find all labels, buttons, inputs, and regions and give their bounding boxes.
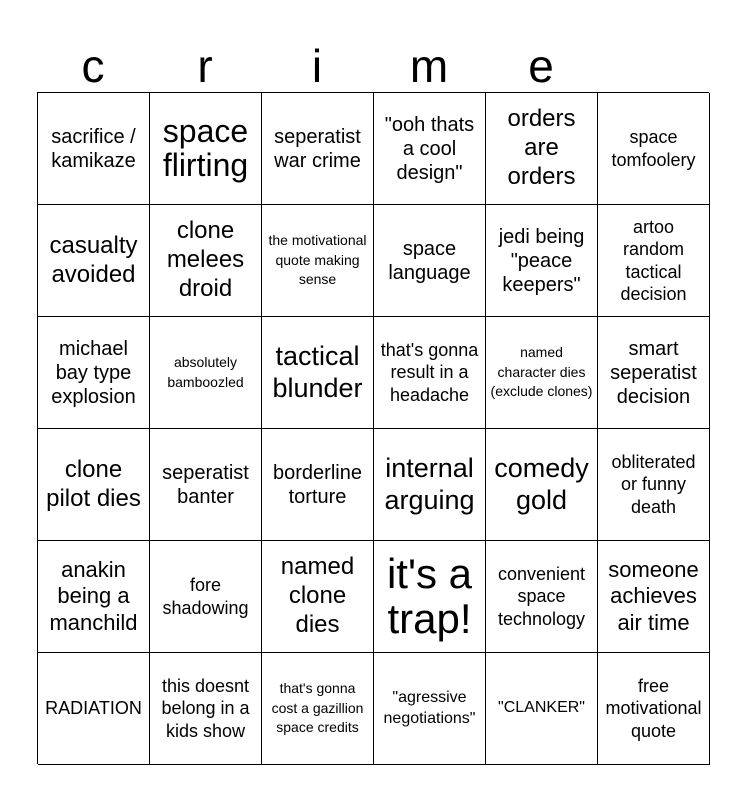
bingo-cell[interactable] bbox=[598, 429, 710, 541]
cell-text: named character dies (exclude clones) bbox=[490, 344, 593, 400]
cell-text: that's gonna cost a gazillion space credits bbox=[271, 680, 364, 736]
cell-text: comedy gold bbox=[494, 453, 589, 515]
bingo-cell[interactable] bbox=[262, 429, 374, 541]
cell-text: the motivational quote making sense bbox=[268, 232, 367, 288]
cell-text: free motivational quote bbox=[605, 675, 702, 741]
bingo-cell[interactable] bbox=[486, 429, 598, 541]
bingo-cell[interactable] bbox=[150, 317, 262, 429]
bingo-cell[interactable] bbox=[374, 205, 486, 317]
bingo-cell[interactable] bbox=[598, 541, 710, 653]
cell-text: absolutely bamboozled bbox=[167, 353, 244, 390]
bingo-title bbox=[37, 40, 597, 92]
cell-text: space language bbox=[388, 237, 471, 284]
cell-text: RADIATION bbox=[45, 698, 142, 719]
cell-text: it's a trap! bbox=[386, 550, 473, 642]
cell-text: michael bay type explosion bbox=[51, 337, 136, 408]
cell-text: convenient space technology bbox=[497, 563, 586, 629]
cell-text: named clone dies bbox=[280, 553, 355, 638]
bingo-cell[interactable] bbox=[262, 317, 374, 429]
cell-text: tactical blunder bbox=[272, 341, 363, 403]
cell-text: seperatist war crime bbox=[274, 125, 361, 172]
bingo-cell[interactable] bbox=[374, 317, 486, 429]
bingo-cell[interactable] bbox=[38, 429, 150, 541]
cell-text: fore shadowing bbox=[162, 575, 249, 618]
bingo-cell[interactable] bbox=[262, 653, 374, 765]
bingo-cell[interactable] bbox=[374, 93, 486, 205]
bingo-cell[interactable] bbox=[38, 541, 150, 653]
bingo-cell[interactable] bbox=[262, 93, 374, 205]
bingo-cell[interactable] bbox=[598, 317, 710, 429]
cell-text: smart seperatist decision bbox=[610, 337, 697, 408]
cell-text: borderline torture bbox=[273, 461, 362, 508]
cell-text: that's gonna result in a headache bbox=[380, 339, 479, 405]
cell-text: "CLANKER" bbox=[498, 699, 585, 717]
cell-text: internal arguing bbox=[384, 453, 475, 515]
cell-text: obliterated or funny death bbox=[611, 451, 696, 517]
bingo-cell[interactable] bbox=[486, 541, 598, 653]
cell-text: "ooh thats a cool design" bbox=[384, 113, 475, 184]
bingo-cell[interactable] bbox=[262, 541, 374, 653]
bingo-cell[interactable] bbox=[598, 653, 710, 765]
bingo-board bbox=[37, 92, 709, 764]
cell-text: someone achieves air time bbox=[608, 556, 699, 635]
bingo-cell[interactable] bbox=[374, 653, 486, 765]
title-letter: i bbox=[311, 40, 323, 92]
title-letter: c bbox=[81, 40, 105, 92]
bingo-cell[interactable] bbox=[150, 205, 262, 317]
title-letter: r bbox=[197, 40, 213, 92]
bingo-cell[interactable] bbox=[38, 205, 150, 317]
bingo-cell[interactable] bbox=[150, 541, 262, 653]
bingo-cell[interactable] bbox=[374, 541, 486, 653]
bingo-cell[interactable] bbox=[38, 93, 150, 205]
title-letter: e bbox=[528, 40, 554, 92]
bingo-cell[interactable] bbox=[150, 429, 262, 541]
cell-text: space tomfoolery bbox=[611, 127, 696, 170]
bingo-cell[interactable] bbox=[150, 653, 262, 765]
cell-text: seperatist banter bbox=[162, 461, 249, 508]
bingo-cell[interactable] bbox=[262, 205, 374, 317]
cell-text: casualty avoided bbox=[49, 231, 138, 288]
bingo-cell[interactable] bbox=[38, 317, 150, 429]
cell-text: sacrifice / kamikaze bbox=[51, 125, 136, 172]
cell-text: jedi being "peace keepers" bbox=[498, 225, 585, 296]
bingo-cell[interactable] bbox=[486, 653, 598, 765]
bingo-cell[interactable] bbox=[150, 93, 262, 205]
bingo-cell[interactable] bbox=[598, 93, 710, 205]
cell-text: artoo random tactical decision bbox=[620, 216, 687, 304]
title-letter: m bbox=[409, 40, 449, 92]
cell-text: "agressive negotiations" bbox=[383, 688, 476, 727]
cell-text: this doesnt belong in a kids show bbox=[161, 675, 250, 741]
cell-text: clone pilot dies bbox=[46, 455, 141, 512]
bingo-cell[interactable] bbox=[486, 93, 598, 205]
bingo-cell[interactable] bbox=[374, 429, 486, 541]
bingo-cell[interactable] bbox=[486, 317, 598, 429]
bingo-cell[interactable] bbox=[598, 205, 710, 317]
cell-text: anakin being a manchild bbox=[49, 556, 138, 635]
cell-text: clone melees droid bbox=[166, 217, 245, 302]
cell-text: space flirting bbox=[162, 112, 249, 183]
cell-text: orders are orders bbox=[507, 105, 576, 190]
bingo-cell[interactable] bbox=[486, 205, 598, 317]
bingo-cell[interactable] bbox=[38, 653, 150, 765]
